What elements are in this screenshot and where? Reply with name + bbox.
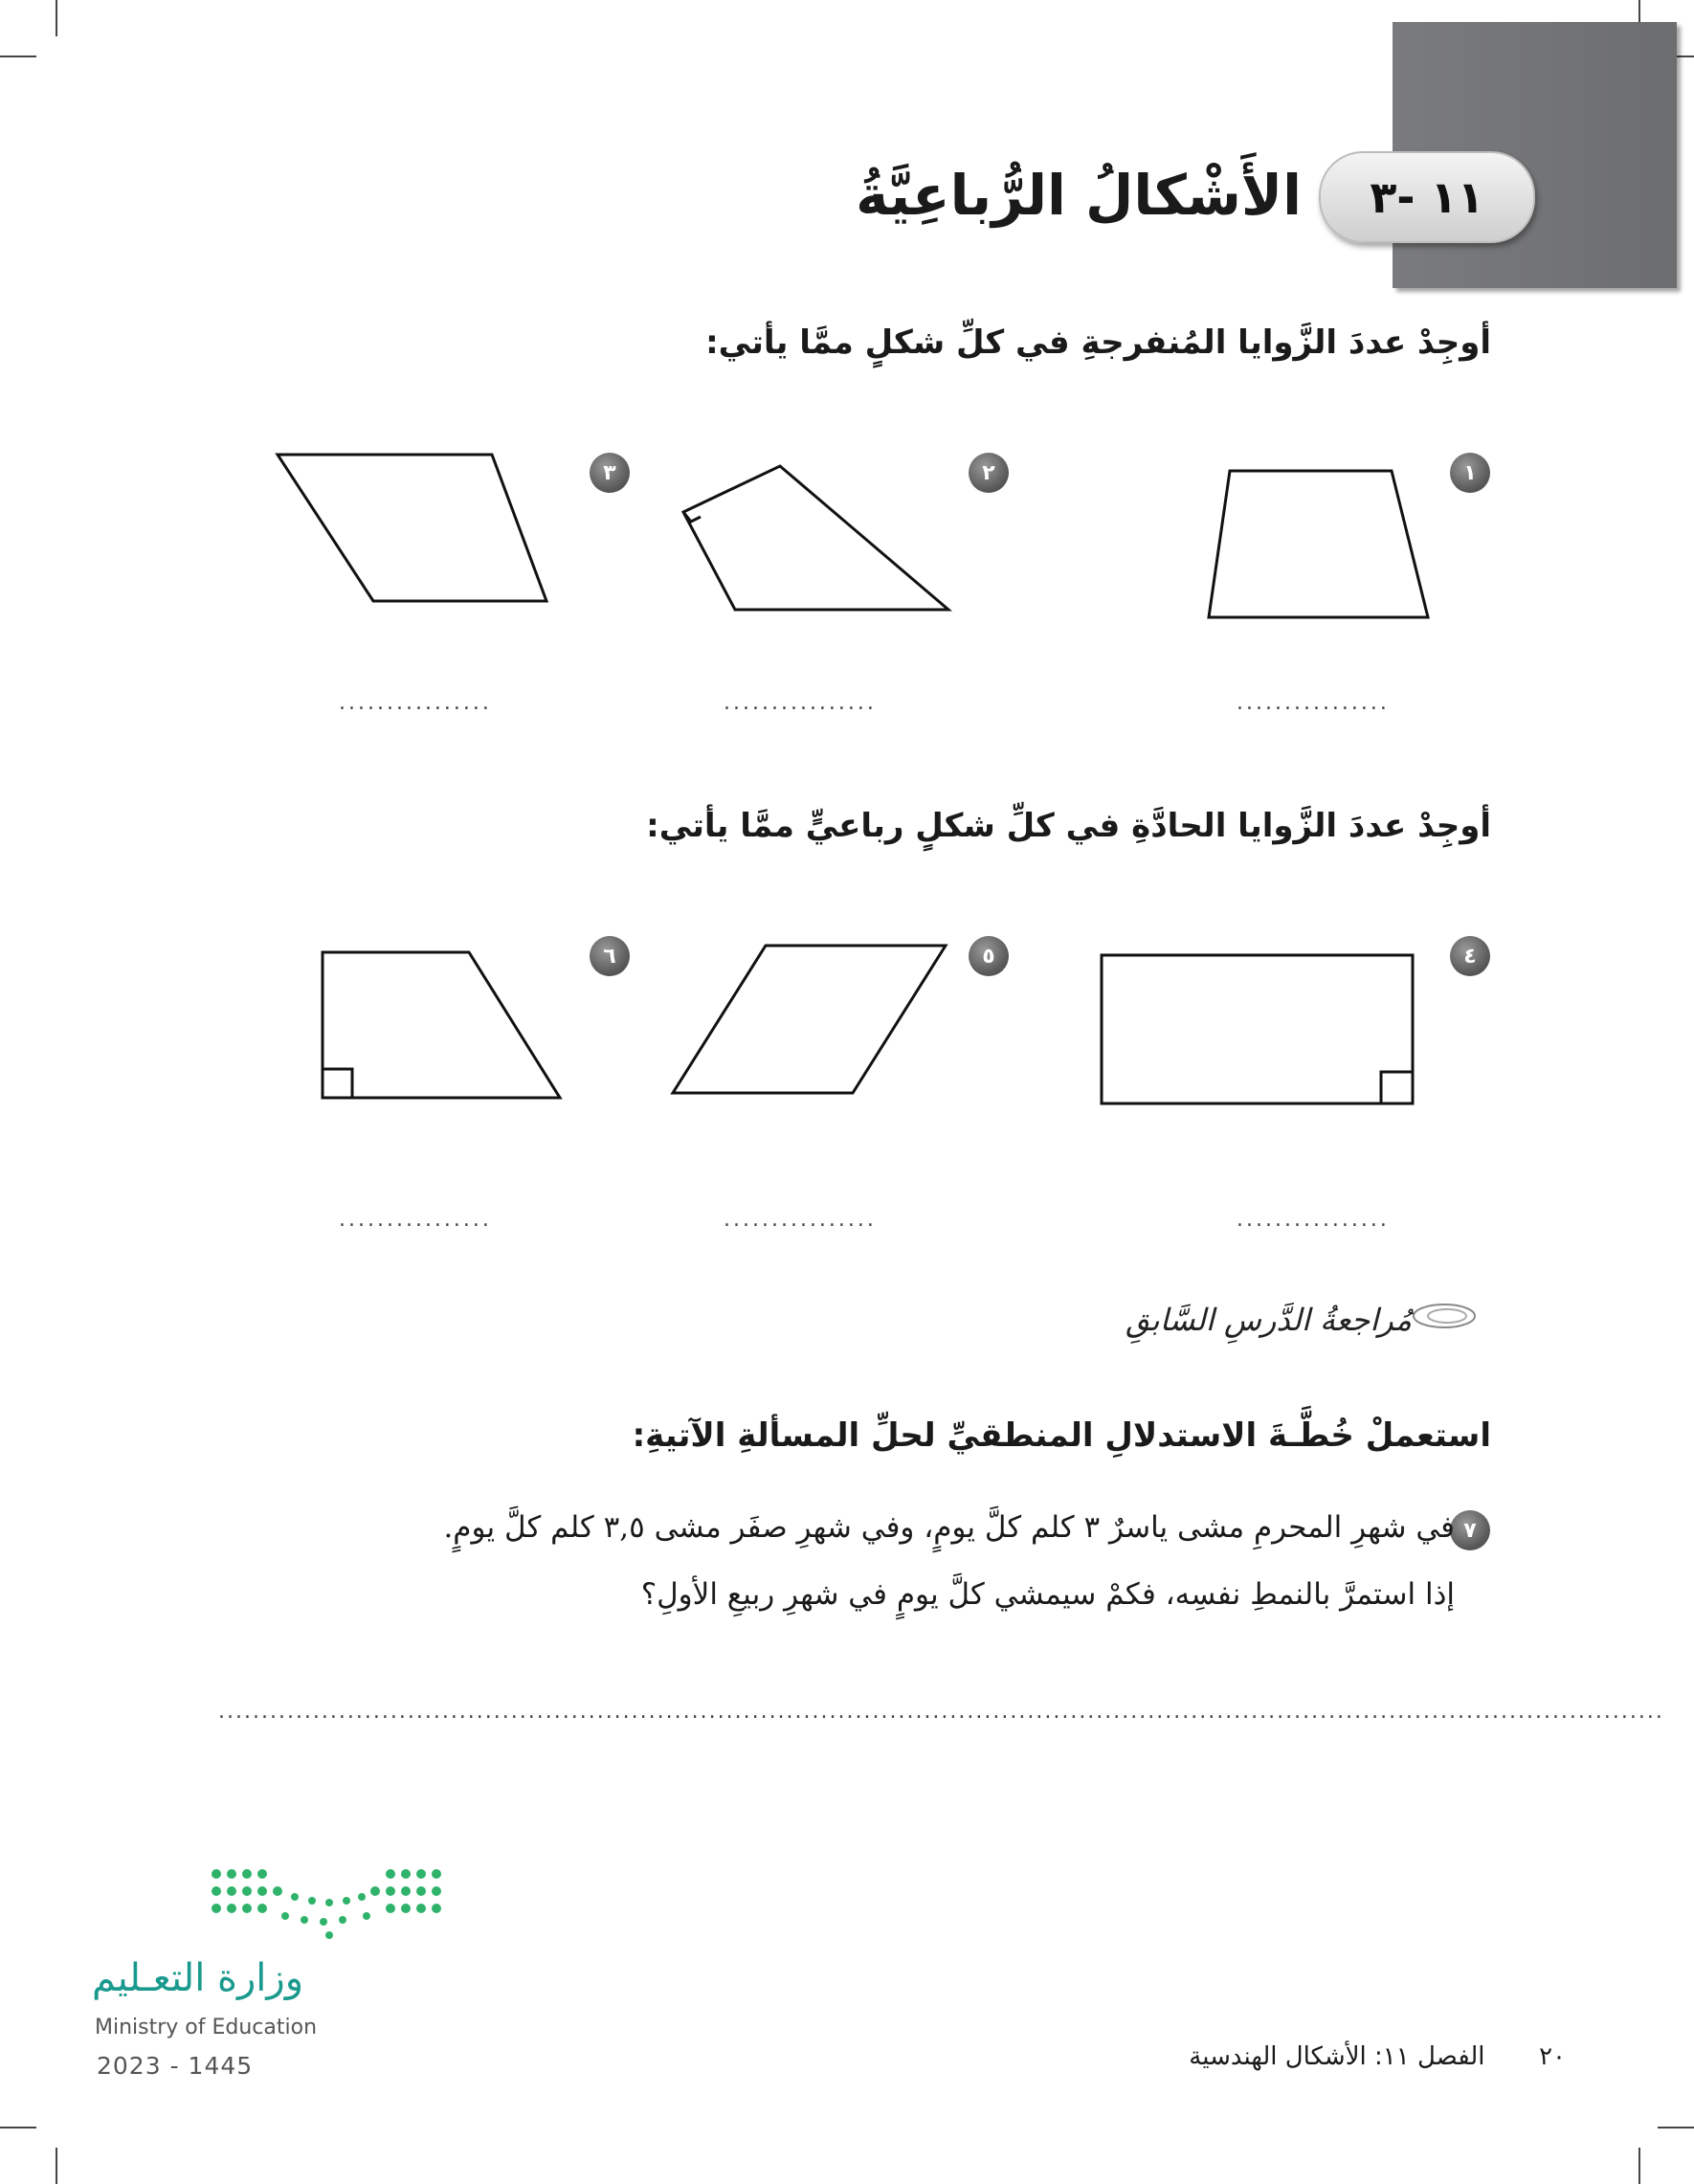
answer-blank[interactable]: ................ [1237, 691, 1390, 715]
item-number-badge: ١ [1450, 453, 1490, 493]
crop-mark [56, 2148, 57, 2184]
ministry-name-arabic: وزارة التعـليم [92, 1956, 304, 2000]
right-angle-marker [1381, 1072, 1413, 1103]
problem-line: إذا استمرَّ بالنمطِ نفسِه، فكمْ سيمشي كلَّ يومٍ في شهرِ ربيعِ الأولِ؟ [640, 1577, 1455, 1612]
ministry-name-english: Ministry of Education [95, 2016, 318, 2039]
crop-mark [1638, 2148, 1640, 2184]
answer-line[interactable]: ........................................................................................................................................................................ [218, 1700, 1664, 1724]
ministry-logo-dots-icon [209, 1866, 448, 1943]
review-instruction: استعملْ خُطَّـةَ الاستدلالِ المنطقيِّ لحلِّ المسألةِ الآتيةِ: [632, 1416, 1491, 1455]
crop-mark [0, 2127, 36, 2128]
item-number-badge: ٤ [1450, 936, 1490, 976]
crop-mark [1658, 2127, 1694, 2128]
item-number-badge: ٧ [1450, 1510, 1490, 1550]
item-number-badge: ٣ [590, 453, 630, 493]
answer-blank[interactable]: ................ [1237, 1208, 1390, 1232]
right-angle-marker [323, 1069, 352, 1098]
problem-line: في شهرِ المحرمِ مشى ياسرٌ ٣ كلم كلَّ يومٍ، وفي شهرِ صفَر مشى ٣,٥ كلم كلَّ يومٍ. [443, 1510, 1455, 1545]
item-number-badge: ٢ [969, 453, 1009, 493]
edition-year: 2023 - 1445 [97, 2052, 254, 2080]
section1-instruction: أوجِدْ عددَ الزَّوايا المُنفرجةِ في كلِّ شكلٍ ممَّا يأتي: [705, 323, 1491, 362]
review-swirl-icon [1411, 1300, 1478, 1332]
page-title: الأَشْكالُ الرُّباعِيَّةُ [856, 163, 1302, 228]
answer-blank[interactable]: ................ [339, 691, 492, 715]
answer-blank[interactable]: ................ [724, 691, 877, 715]
section2-instruction: أوجِدْ عددَ الزَّوايا الحادَّةِ في كلِّ شكلٍ رباعيٍّ ممَّا يأتي: [646, 807, 1491, 845]
page-number: ٢٠ [1539, 2042, 1566, 2071]
lesson-number: ١١ -٣ [1370, 171, 1484, 223]
shape-rectangle [1102, 955, 1413, 1103]
item-number-badge: ٥ [969, 936, 1009, 976]
review-heading: مُراجعةُ الدَّرسِ السَّابقِ [1126, 1302, 1412, 1338]
shape-right-trapezoid [323, 952, 560, 1098]
page-footer [1189, 2042, 1566, 2071]
chapter-title: الفصل ١١: الأشكال الهندسية [1189, 2042, 1485, 2071]
answer-blank[interactable]: ................ [724, 1208, 877, 1232]
shape-parallelogram [673, 946, 946, 1093]
answer-blank[interactable]: ................ [339, 1208, 492, 1232]
item-number-badge: ٦ [590, 936, 630, 976]
